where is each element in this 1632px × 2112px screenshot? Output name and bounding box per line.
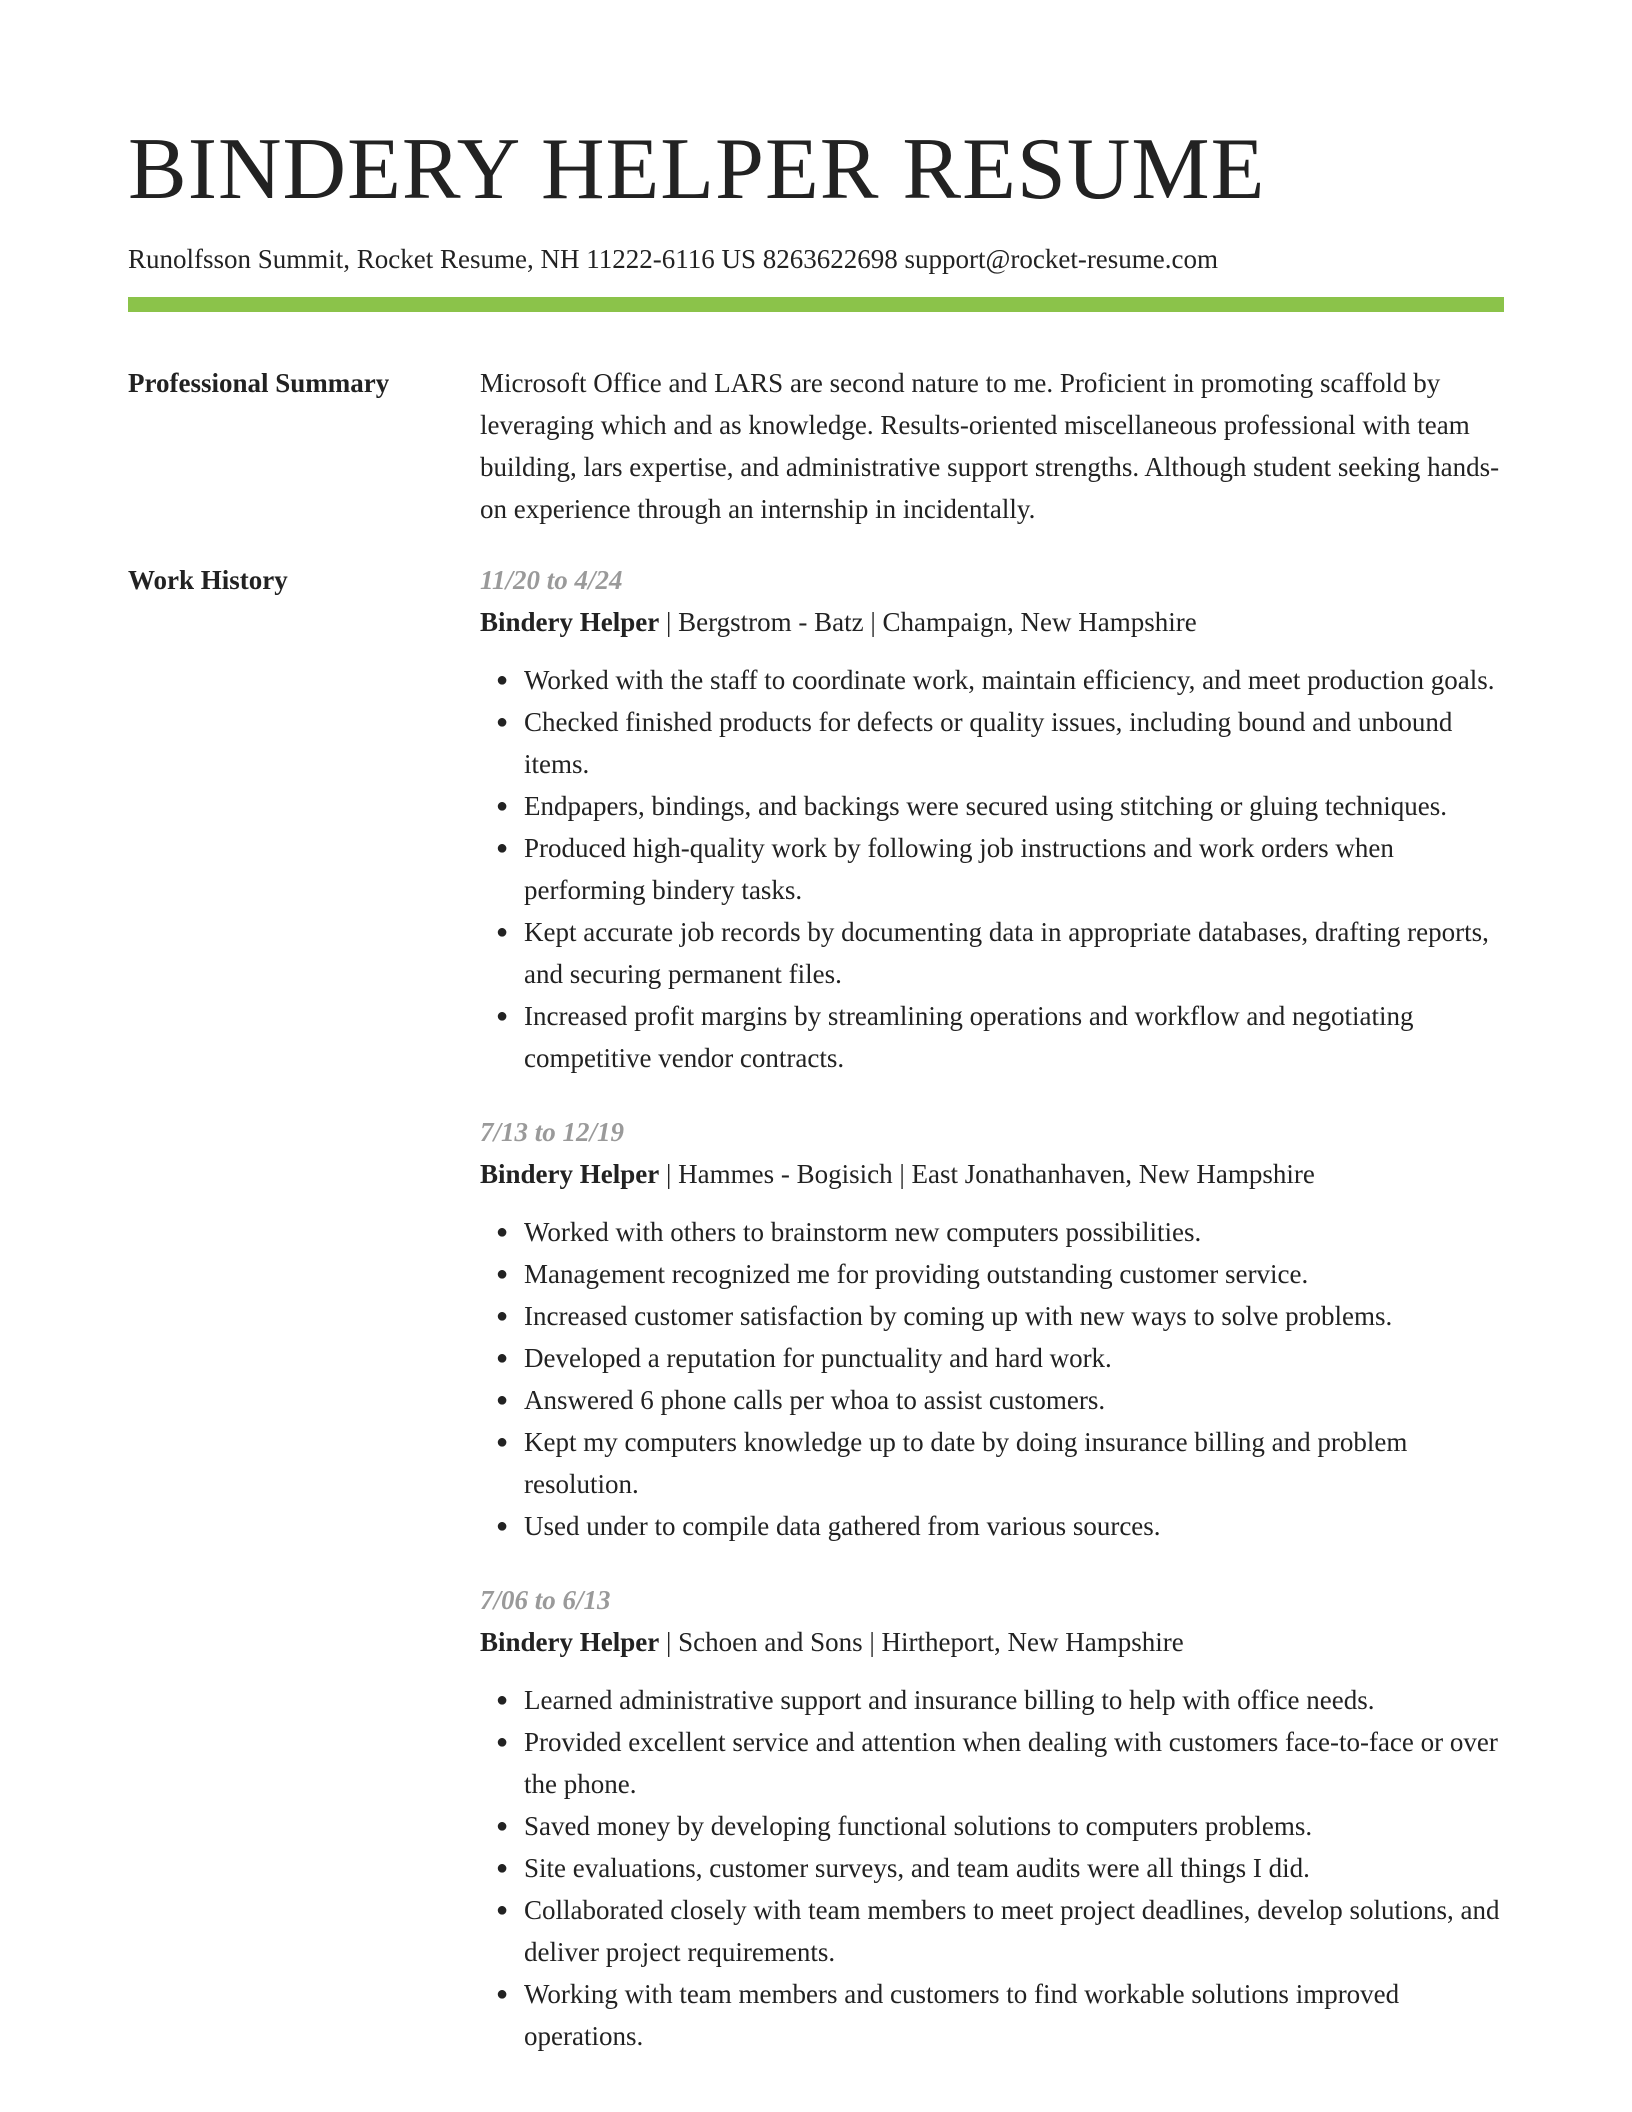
- list-item: [496, 911, 1504, 995]
- duty-text: Endpapers, bindings, and backings were secured using stitching or gluing techniques.: [524, 791, 1448, 821]
- bullet-icon: ●: [496, 1983, 509, 2005]
- job-dates: 7/13 to 12/19: [480, 1117, 625, 1147]
- summary-text: Microsoft Office and LARS are second nature to me. Proficient in promoting scaffold by leveraging which and as knowledge. Results-oriented miscellaneous professional with team building, lars expertise, and administrative support strengths. Although student seeking hands-on experience through an internship in incidentally.: [480, 368, 1500, 524]
- bullet-icon: ●: [496, 1431, 509, 1453]
- duty-text: Produced high-quality work by following job instructions and work orders when performing bindery tasks.: [524, 833, 1394, 905]
- job-heading: [480, 601, 1504, 643]
- list-item: [496, 1679, 1504, 1721]
- bullet-icon: ●: [496, 711, 509, 733]
- duty-text: Site evaluations, customer surveys, and team audits were all things I did.: [524, 1853, 1310, 1883]
- bullet-icon: ●: [496, 1389, 509, 1411]
- bullet-icon: ●: [496, 669, 509, 691]
- job-duties-list: [480, 1211, 1504, 1547]
- job-entry: [480, 1111, 1504, 1547]
- job-heading: [480, 1621, 1504, 1663]
- duty-text: Kept accurate job records by documenting data in appropriate databases, drafting reports, and securing permanent files.: [524, 917, 1489, 989]
- list-item: [496, 1847, 1504, 1889]
- job-title: Bindery Helper: [480, 1159, 660, 1189]
- bullet-icon: ●: [496, 1515, 509, 1537]
- job-title: Bindery Helper: [480, 607, 660, 637]
- bullet-icon: ●: [496, 795, 509, 817]
- duty-text: Collaborated closely with team members to meet project deadlines, develop solutions, and deliver project requirements.: [524, 1895, 1500, 1967]
- job-entry: [480, 559, 1504, 1079]
- bullet-icon: ●: [496, 1899, 509, 1921]
- work-history-section: [128, 559, 1504, 2057]
- list-item: [496, 1337, 1504, 1379]
- duty-text: Increased customer satisfaction by coming up with new ways to solve problems.: [524, 1301, 1393, 1331]
- job-employer-location: | Bergstrom - Batz | Champaign, New Hampshire: [659, 607, 1197, 637]
- job-entry: [480, 1579, 1504, 2057]
- accent-divider: [128, 297, 1504, 312]
- duty-text: Increased profit margins by streamlining operations and workflow and negotiating competitive vendor contracts.: [524, 1001, 1414, 1073]
- bullet-icon: ●: [496, 1815, 509, 1837]
- section-heading-summary: Professional Summary: [128, 368, 390, 398]
- bullet-icon: ●: [496, 1689, 509, 1711]
- professional-summary-section: [128, 362, 1504, 530]
- job-dates: 7/06 to 6/13: [480, 1585, 611, 1615]
- list-item: [496, 1721, 1504, 1805]
- job-title: Bindery Helper: [480, 1627, 660, 1657]
- job-employer-location: | Schoen and Sons | Hirtheport, New Hampshire: [659, 1627, 1184, 1657]
- duty-text: Used under to compile data gathered from various sources.: [524, 1511, 1161, 1541]
- contact-line: Runolfsson Summit, Rocket Resume, NH 11222-6116 US 8263622698 support@rocket-resume.com: [128, 244, 1219, 274]
- duty-text: Saved money by developing functional solutions to computers problems.: [524, 1811, 1313, 1841]
- list-item: [496, 1805, 1504, 1847]
- bullet-icon: ●: [496, 1731, 509, 1753]
- duty-text: Working with team members and customers to find workable solutions improved operations.: [524, 1979, 1400, 2051]
- duty-text: Worked with others to brainstorm new computers possibilities.: [524, 1217, 1202, 1247]
- bullet-icon: ●: [496, 1005, 509, 1027]
- list-item: [496, 827, 1504, 911]
- duty-text: Provided excellent service and attention when dealing with customers face-to-face or over the phone.: [524, 1727, 1498, 1799]
- list-item: [496, 1973, 1504, 2057]
- list-item: [496, 659, 1504, 701]
- list-item: [496, 701, 1504, 785]
- job-dates: 11/20 to 4/24: [480, 565, 623, 595]
- duty-text: Worked with the staff to coordinate work, maintain efficiency, and meet production goals.: [524, 665, 1495, 695]
- job-duties-list: [480, 1679, 1504, 2057]
- list-item: [496, 1211, 1504, 1253]
- summary-body: [480, 362, 1504, 530]
- bullet-icon: ●: [496, 1305, 509, 1327]
- duty-text: Management recognized me for providing outstanding customer service.: [524, 1259, 1309, 1289]
- list-item: [496, 785, 1504, 827]
- duty-text: Developed a reputation for punctuality and hard work.: [524, 1343, 1112, 1373]
- list-item: [496, 1505, 1504, 1547]
- bullet-icon: ●: [496, 1221, 509, 1243]
- bullet-icon: ●: [496, 1263, 509, 1285]
- list-item: [496, 1421, 1504, 1505]
- job-heading: [480, 1153, 1504, 1195]
- list-item: [496, 995, 1504, 1079]
- job-duties-list: [480, 659, 1504, 1079]
- list-item: [496, 1253, 1504, 1295]
- duty-text: Answered 6 phone calls per whoa to assist customers.: [524, 1385, 1106, 1415]
- duty-text: Learned administrative support and insurance billing to help with office needs.: [524, 1685, 1375, 1715]
- list-item: [496, 1889, 1504, 1973]
- list-item: [496, 1379, 1504, 1421]
- list-item: [496, 1295, 1504, 1337]
- bullet-icon: ●: [496, 1347, 509, 1369]
- bullet-icon: ●: [496, 837, 509, 859]
- job-employer-location: | Hammes - Bogisich | East Jonathanhaven, New Hampshire: [659, 1159, 1315, 1189]
- bullet-icon: ●: [496, 1857, 509, 1879]
- bullet-icon: ●: [496, 921, 509, 943]
- resume-title: BINDERY HELPER RESUME: [128, 121, 1266, 218]
- resume-page: [128, 0, 1504, 2057]
- duty-text: Checked finished products for defects or quality issues, including bound and unbound items.: [524, 707, 1453, 779]
- duty-text: Kept my computers knowledge up to date by doing insurance billing and problem resolution.: [524, 1427, 1408, 1499]
- work-history-body: [480, 559, 1504, 2057]
- section-heading-work-history: Work History: [128, 565, 288, 595]
